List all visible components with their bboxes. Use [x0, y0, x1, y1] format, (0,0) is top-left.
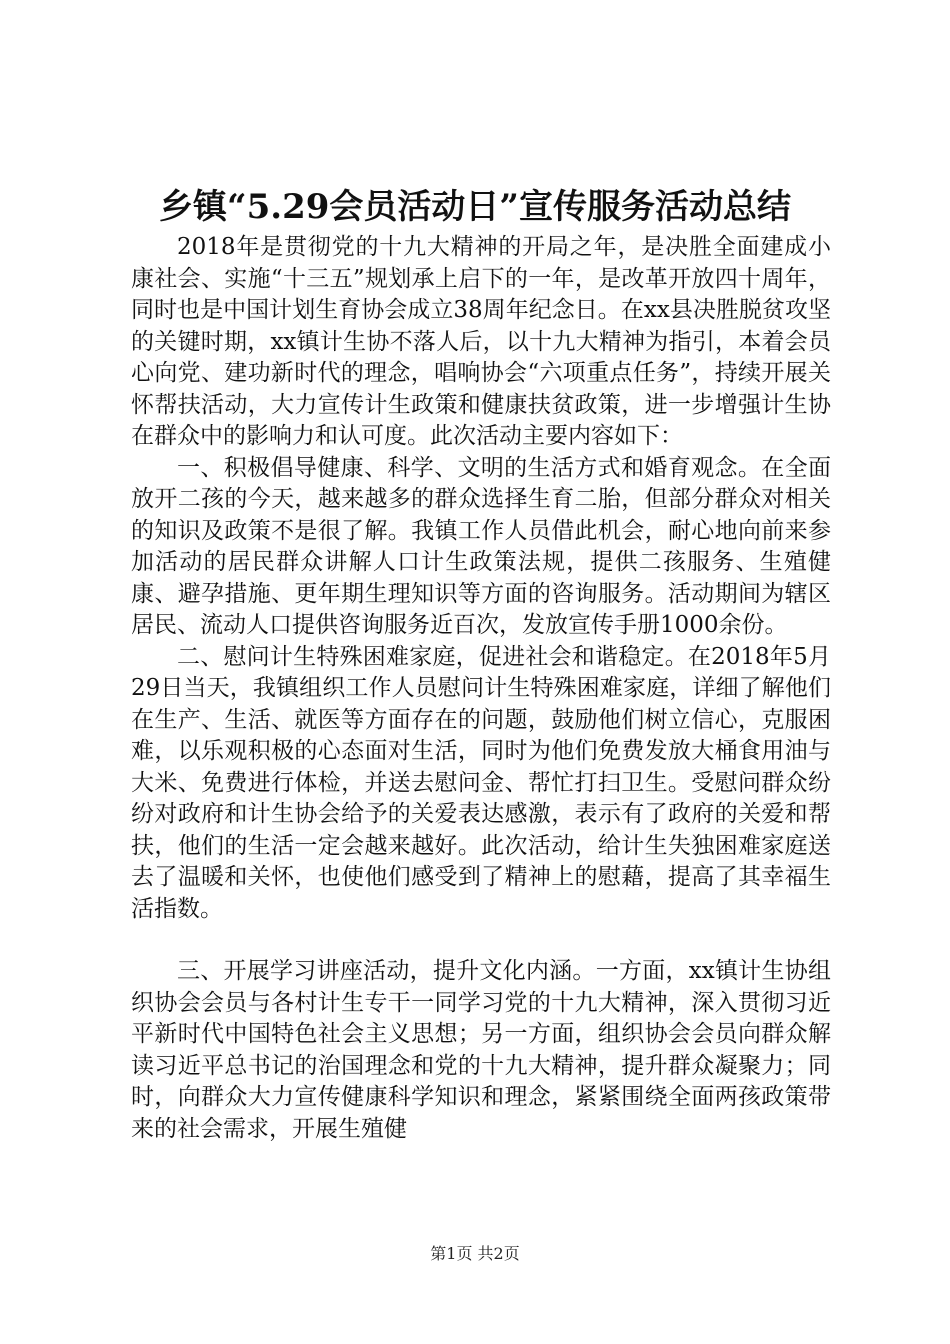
paragraph-section-1: 一、积极倡导健康、科学、文明的生活方式和婚育观念。在全面放开二孩的今天，越来越多的群众选择生育二胎，但部分群众对相关的知识及政策不是很了解。我镇工作人员借此机会，耐心地向前来参加活动的居民群众讲解人口计生政策法规，提供二孩服务、生殖健康、避孕措施、更年期生理知识等方面的咨询服务。活动期间为辖区居民、流动人口提供咨询服务近百次，发放宣传手册1000余份。 [131, 454, 831, 638]
paragraph-section-2: 二、慰问计生特殊困难家庭，促进社会和谐稳定。在2018年5月29日当天，我镇组织工作人员慰问计生特殊困难家庭，详细了解他们在生产、生活、就医等方面存在的问题，鼓励他们树立信心，克服困难，以乐观积极的心态面对生活，同时为他们免费发放大桶食用油与大米、免费进行体检，并送去慰问金、帮忙打扫卫生。受慰问群众纷纷对政府和计生协会给予的关爱表达感激，表示有了政府的关爱和帮扶，他们的生活一定会越来越好。此次活动，给计生失独困难家庭送去了温暖和关怀，也使他们感受到了精神上的慰藉，提高了其幸福生活指数。 [131, 643, 831, 922]
paragraph-section-3: 三、开展学习讲座活动，提升文化内涵。一方面，xx镇计生协组织协会会员与各村计生专干一同学习党的十九大精神，深入贯彻习近平新时代中国特色社会主义思想；另一方面，组织协会会员向群众解读习近平总书记的治国理念和党的十九大精神，提升群众凝聚力；同时，向群众大力宣传健康科学知识和理念，紧紧围绕全面两孩政策带来的社会需求，开展生殖健 [131, 958, 831, 1142]
document-title: 乡镇“5.29会员活动日”宣传服务活动总结 [159, 187, 791, 227]
page-number-footer: 第1页 共2页 [430, 1244, 520, 1263]
paragraph-intro: 2018年是贯彻党的十九大精神的开局之年，是决胜全面建成小康社会、实施“十三五”规划承上启下的一年，是改革开放四十周年，同时也是中国计划生育协会成立38周年纪念日。在xx县决胜脱贫攻坚的关键时期，xx镇计生协不落人后，以十九大精神为指引，本着会员心向党、建功新时代的理念，唱响协会“六项重点任务”，持续开展关怀帮扶活动，大力宣传计生政策和健康扶贫政策，进一步增强计生协在群众中的影响力和认可度。此次活动主要内容如下： [131, 234, 831, 449]
document-body [131, 232, 831, 1145]
